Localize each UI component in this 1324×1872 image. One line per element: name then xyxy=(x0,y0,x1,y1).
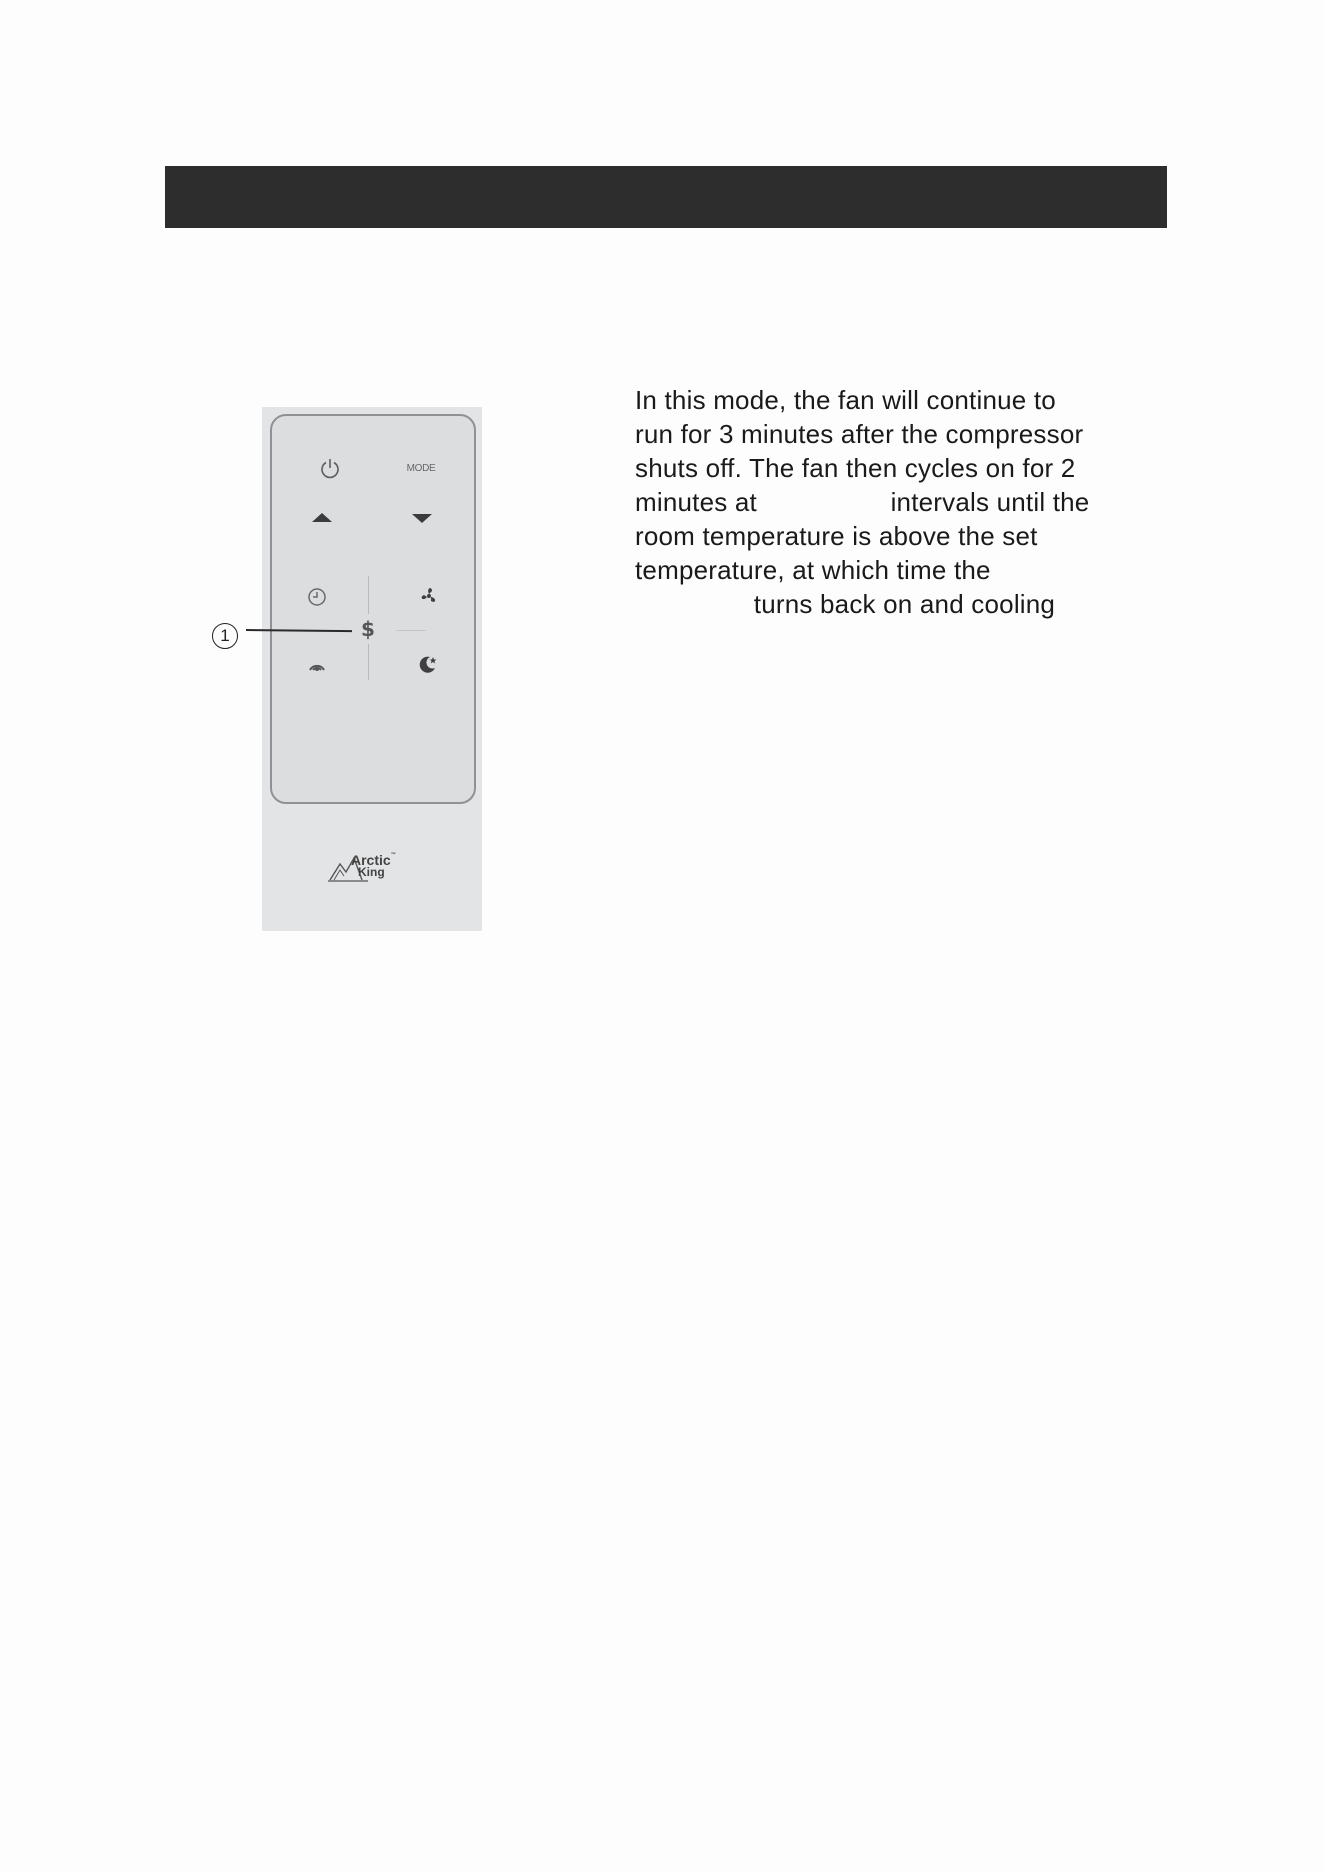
brand-name-king: King xyxy=(358,865,385,879)
swing-signal-icon xyxy=(304,652,330,678)
mode-description-text xyxy=(635,383,1175,621)
body-text-line: turns back on and cooling xyxy=(635,589,1056,619)
body-text-line: minutes at intervals until the xyxy=(635,487,1090,517)
triangle-up-icon xyxy=(308,508,336,528)
fan-icon xyxy=(416,583,442,609)
body-text-line: In this mode, the fan will continue to xyxy=(635,385,1056,415)
callout-number-1: 1 xyxy=(212,623,238,649)
remote-button-panel xyxy=(270,414,476,804)
panel-divider-lower xyxy=(368,644,369,680)
power-icon xyxy=(316,454,344,482)
sleep-moon-icon xyxy=(414,650,442,678)
section-header-bar xyxy=(165,166,1167,228)
body-text-line: temperature, at which time the xyxy=(635,555,991,585)
timer-clock-icon xyxy=(304,584,330,610)
panel-divider-upper xyxy=(368,576,369,614)
energy-saver-dollar-icon: $ xyxy=(361,617,375,641)
arctic-king-logo xyxy=(328,850,412,884)
mode-button-label: MODE xyxy=(406,462,436,474)
triangle-down-icon xyxy=(408,508,436,528)
remote-control-image xyxy=(262,407,482,931)
body-text-line: run for 3 minutes after the compressor xyxy=(635,419,1084,449)
body-text-line: room temperature is above the set xyxy=(635,521,1038,551)
panel-divider-right xyxy=(396,630,426,631)
brand-name-arctic: Arctic™ xyxy=(351,852,396,868)
body-text-line: shuts off. The fan then cycles on for 2 xyxy=(635,453,1076,483)
